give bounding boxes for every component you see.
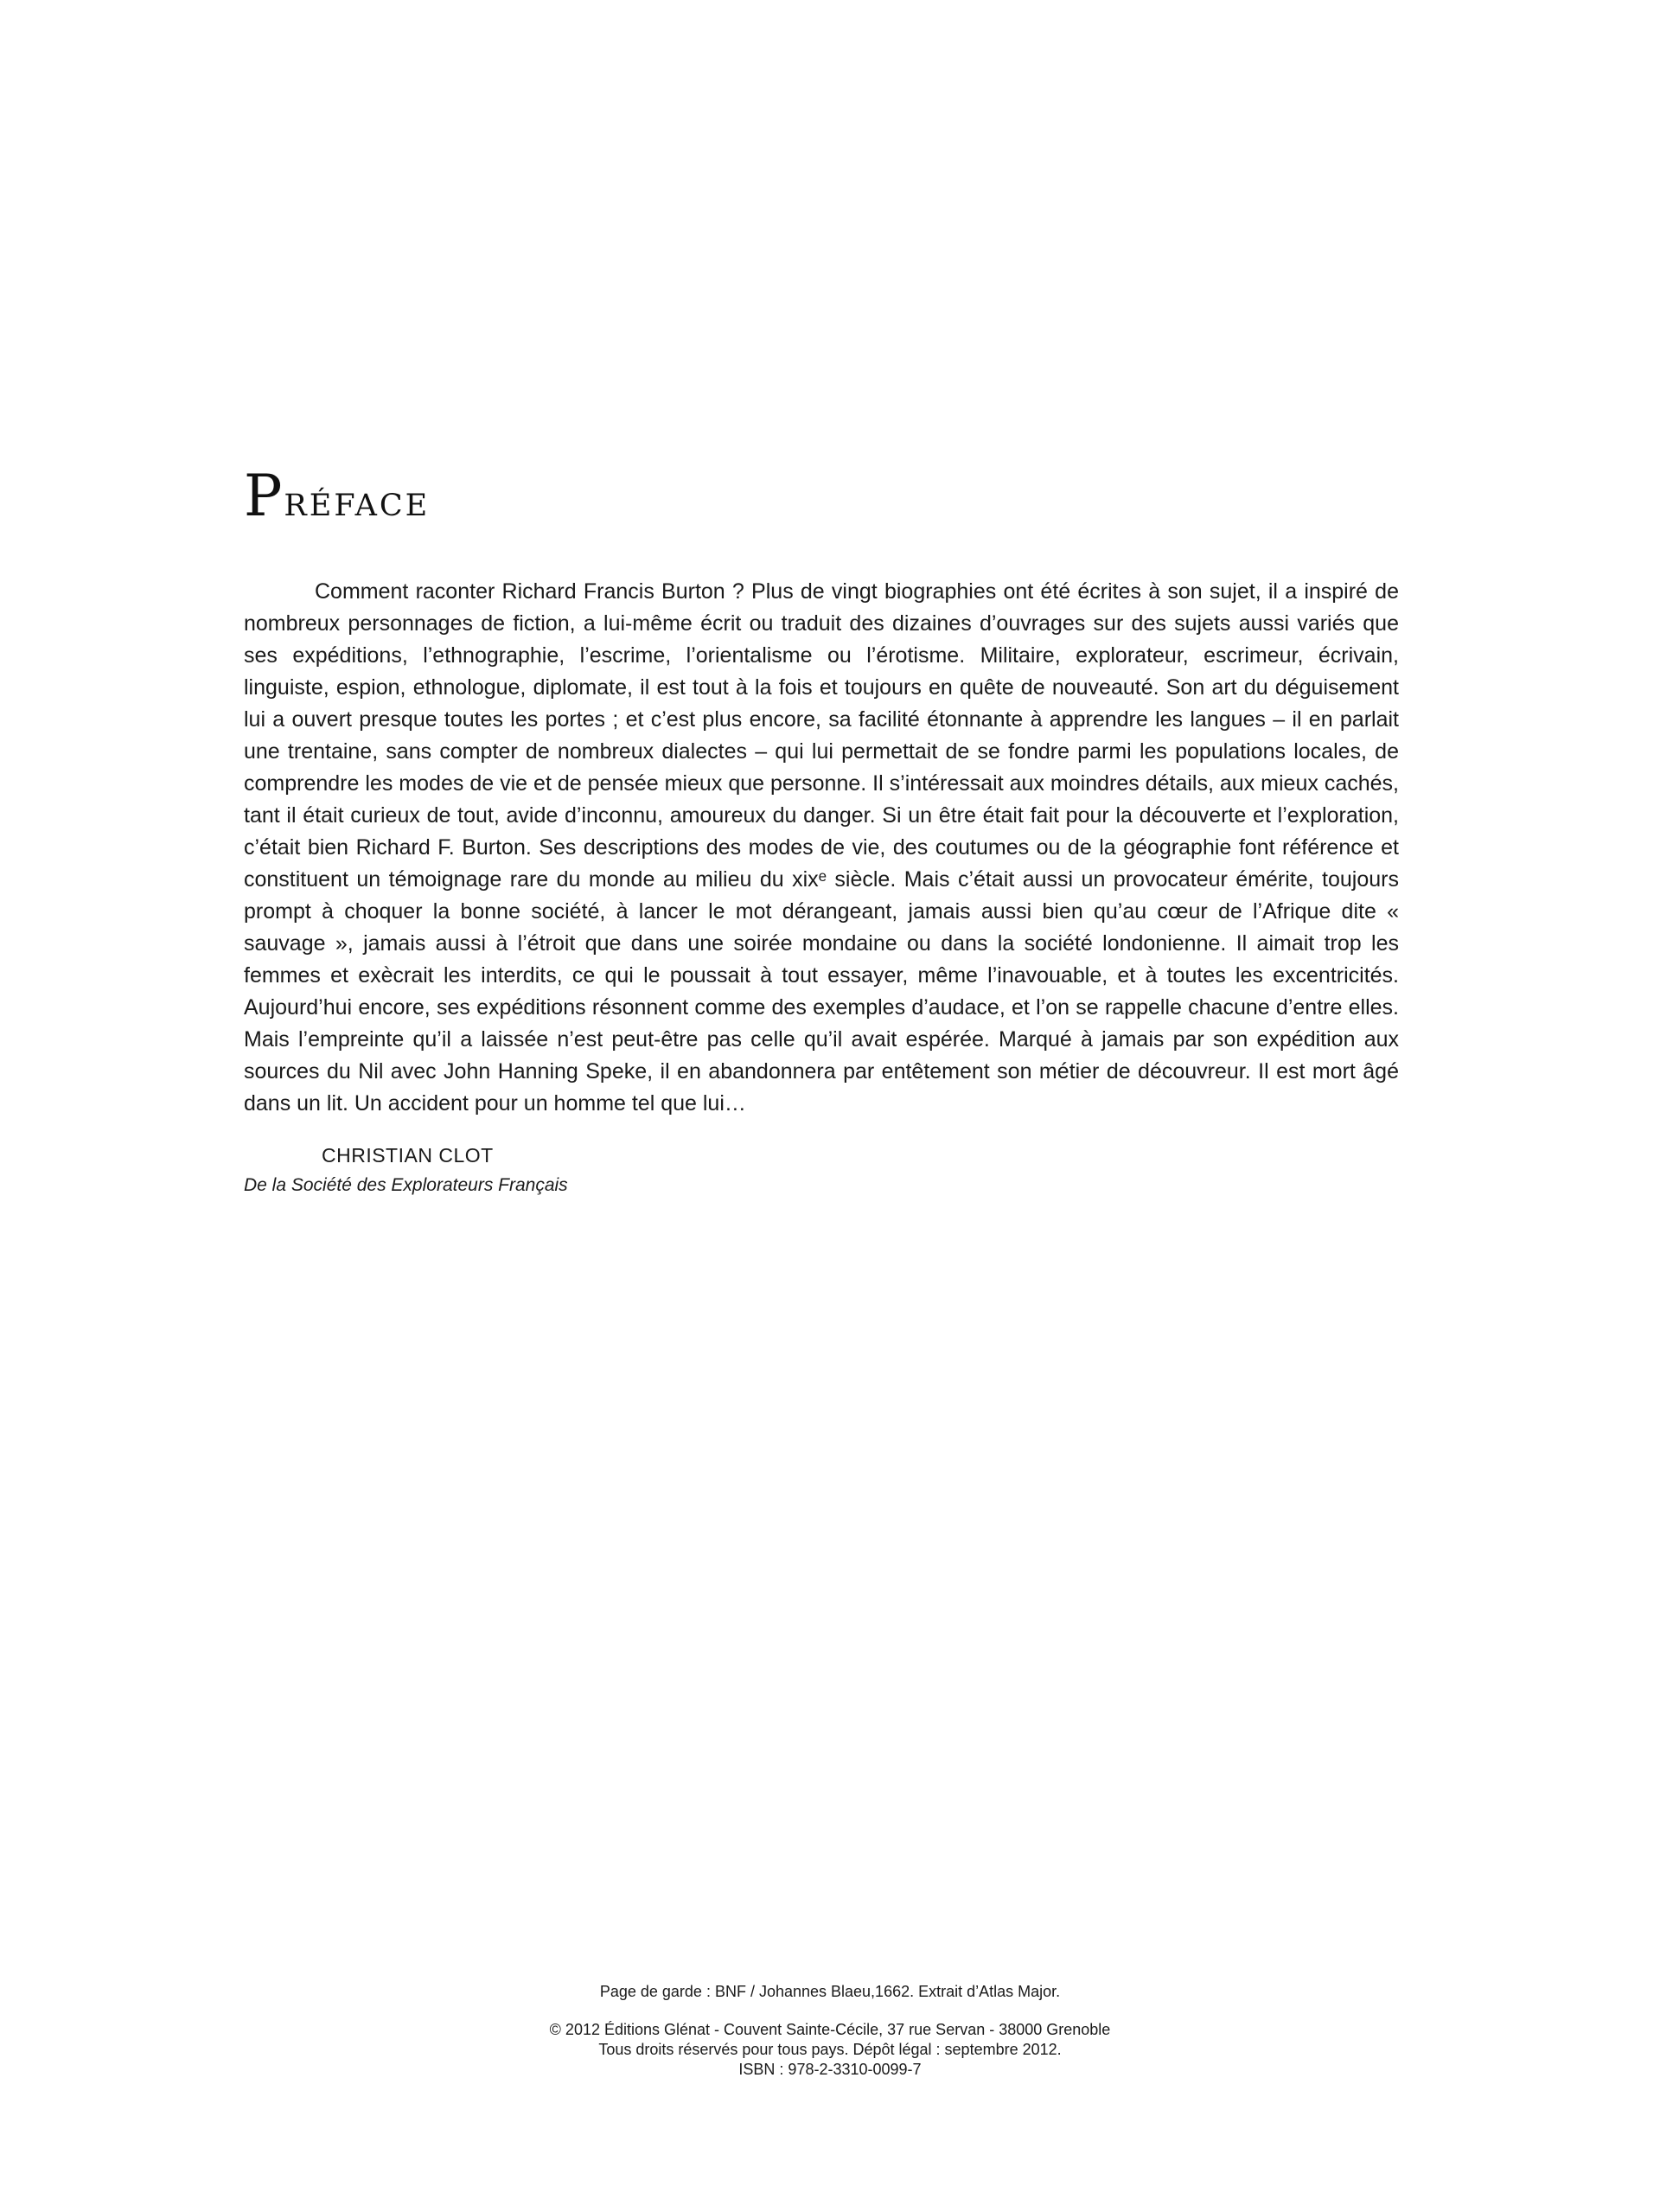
page-title [244,465,430,532]
colophon [0,1980,1660,2080]
title-rest: réface [284,476,431,526]
author-affiliation: De la Société des Explorateurs Français [244,1175,568,1195]
rights-line: Tous droits réservés pour tous pays. Dépôt légal : septembre 2012. [598,2041,1062,2058]
isbn-line: ISBN : 978-2-3310-0099-7 [738,2061,922,2078]
author-name: CHRISTIAN CLOT [322,1144,494,1167]
signature-block [244,1140,1022,1200]
copyright-line: © 2012 Éditions Glénat - Couvent Sainte-Cécile, 37 rue Servan - 38000 Grenoble [549,2021,1111,2038]
preface-paragraph: Comment raconter Richard Francis Burton ? Plus de vingt biographies ont été écrites à son sujet, il a inspiré de nombreux personnages de fiction, a lui-même écrit ou traduit des dizaines d’ouvrages sur des sujets aussi variés que ses expéditions, l’ethnographie, l’escrime, l’orientalisme ou l’érotisme. Militaire, explorateur, escrimeur, écrivain, linguiste, espion, ethnologue, diplomate, il est tout à la fois et toujours en quête de nouveauté. Son art du déguisement lui a ouvert presque toutes les portes ; et c’est plus encore, sa facilité étonnante à apprendre les langues – il en parlait une trentaine, sans compter de nombreux dialectes – qui lui permettait de se fondre parmi les populations locales, de comprendre les modes de vie et de pensée mieux que personne. Il s’intéressait aux moindres détails, aux mieux cachés, tant il était curieux de tout, avide d’inconnu, amoureux du danger. Si un être était fait pour la découverte et l’exploration, c’était bien Richard F. Burton. Ses descriptions des modes de vie, des coutumes ou de la géographie font référence et constituent un témoignage rare du monde au milieu du xixᵉ siècle. Mais c’était aussi un provocateur émérite, toujours prompt à choquer la bonne société, à lancer le mot dérangeant, jamais aussi bien qu’au cœur de l’Afrique dite « sauvage », jamais aussi à l’étroit que dans une soirée mondaine ou dans la société londonienne. Il aimait trop les femmes et exècrait les interdits, ce qui le poussait à tout essayer, même l’inavouable, et à toutes les excentricités. Aujourd’hui encore, ses expéditions résonnent comme des exemples d’audace, et l’on se rappelle chacune d’entre elles. Mais l’empreinte qu’il a laissée n’est peut-être pas celle qu’il avait espérée. Marqué à jamais par son expédition aux sources du Nil avec John Hanning Speke, il en abandonnera par entêtement son métier de découvreur. Il est mort âgé dans un lit. Un accident pour un homme tel que lui… [244,579,1399,1116]
title-initial: P [244,463,284,529]
endpaper-credit: Page de garde : BNF / Johannes Blaeu,1662. Extrait d’Atlas Major. [599,1983,1061,2000]
